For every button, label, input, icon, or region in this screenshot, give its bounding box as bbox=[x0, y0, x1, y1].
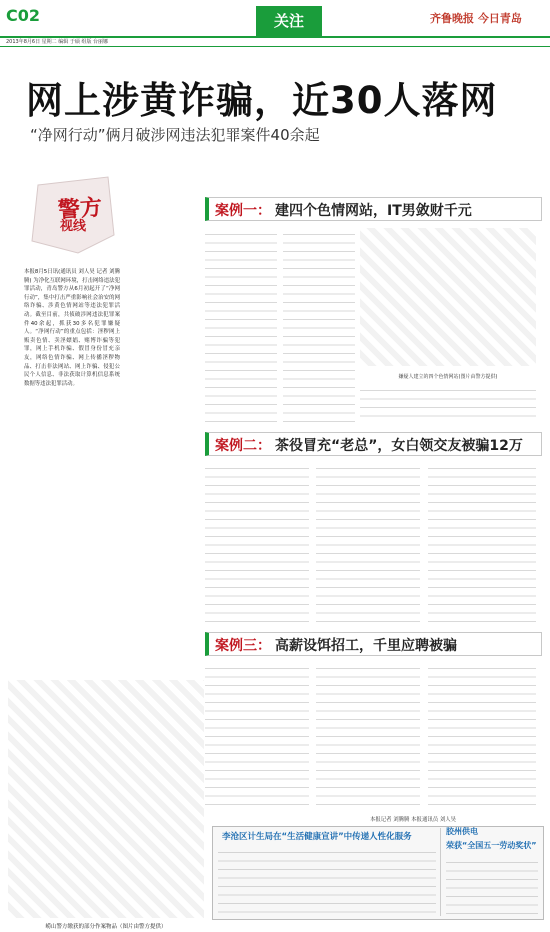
side-story-body bbox=[446, 856, 538, 914]
paper-logo: 齐鲁晚报 今日青岛 bbox=[430, 12, 522, 25]
case-two-label: 案例二： bbox=[215, 438, 271, 454]
header-rule-thin bbox=[0, 46, 550, 47]
bottom-divider bbox=[440, 828, 441, 916]
issue-meta: 2013年8月6日 星期二 编辑 于硕 组版 台丽娜 bbox=[6, 39, 109, 45]
seized-items-photo bbox=[8, 680, 204, 930]
case-one-body-col2 bbox=[283, 228, 355, 424]
intro-text: 本报8月5日讯(通讯员 刘人昊 记者 刘腾腾) 为净化互联网环境，打击网络违法犯罪活动，青岛警方从6月初起开了“净网行动”，集中打击严重影响社会治安的网络诈骗、涉黄色情网站等违法犯罪活动。截至目前，共侦破涉网违法犯罪案件40余起，抓获30多名犯罪嫌疑人。“净网行动”的重点包括：淫秽网上贩卖色情、卖淫嫖娼、赌博诈骗等犯罪，网上手机诈骗、假冒身份冒充亲友，网络色情诈骗、网上传播淫秽物品、打击非法网站、网上诈骗、侵犯公民个人信息、非法获取计算机信息系统数据等违法犯罪活动。 bbox=[24, 269, 120, 387]
case-three-title: 高薪设饵招工，千里应聘被骗 bbox=[275, 638, 457, 654]
case-one-header bbox=[205, 197, 542, 221]
case-two-body-col1 bbox=[205, 462, 309, 626]
case-three-body-col1 bbox=[205, 662, 309, 810]
side-story-subtitle: 荣获“全国五一劳动奖状” bbox=[446, 841, 537, 850]
case-two-body-col2 bbox=[316, 462, 420, 626]
bottom-story-body bbox=[218, 846, 436, 914]
websites-screenshot-image bbox=[360, 228, 536, 380]
case-three-label: 案例三： bbox=[215, 638, 271, 654]
case-one-label: 案例一： bbox=[215, 203, 271, 219]
subheadline: “净网行动”俩月破涉网违法犯罪案件40余起 bbox=[30, 126, 320, 144]
stamp-subtext: 视线 bbox=[60, 219, 87, 234]
headline: 网上涉黄诈骗，近30人落网 bbox=[26, 79, 498, 122]
stamp-text: 警方 bbox=[57, 195, 103, 224]
case-two-header bbox=[205, 432, 542, 456]
case-two-body-col3 bbox=[428, 462, 536, 626]
side-story-title: 胶州供电 bbox=[446, 827, 478, 836]
case-one-title: 建四个色情网站，IT男敛财千元 bbox=[275, 203, 472, 219]
case-three-body-col3 bbox=[428, 662, 536, 810]
case-one-body-col1 bbox=[205, 228, 277, 424]
case-three-body-col2 bbox=[316, 662, 420, 810]
photo1-caption: 嫌疑人建立的四个色情网站(图片由警方提供) bbox=[398, 374, 498, 380]
bottom-story-title: 李沧区计生局在“生活健康宣讲”中传递人性化服务 bbox=[222, 832, 412, 842]
byline: 本报记者 刘腾腾 本报通讯员 刘人昊 bbox=[370, 817, 457, 823]
case-one-body-col3 bbox=[360, 384, 536, 424]
section-tag: 关注 bbox=[256, 6, 322, 36]
case-three-header bbox=[205, 632, 542, 656]
photo2-caption: 崂山警方缴获的部分作案物品（图片由警方提供） bbox=[45, 924, 167, 930]
page-number: C02 bbox=[6, 6, 41, 25]
case-two-title: 茶役冒充“老总”，女白领交友被骗12万 bbox=[275, 438, 523, 454]
